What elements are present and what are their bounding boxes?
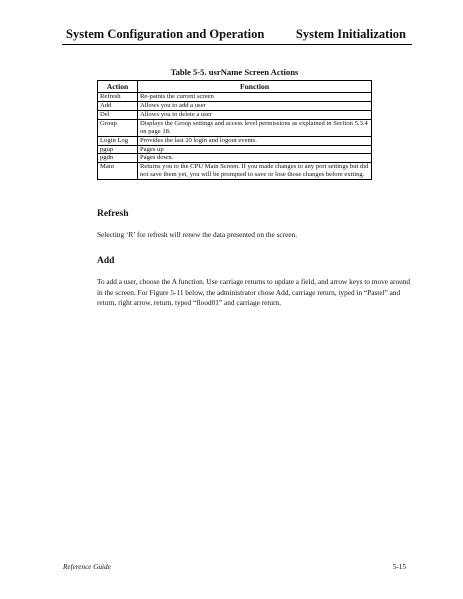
table-row <box>98 145 372 154</box>
action-cell: pgdn <box>98 154 138 163</box>
table-header-row <box>98 81 372 93</box>
function-cell: Allows you to delete a user <box>138 110 372 119</box>
header-section-title: System Initialization <box>295 27 406 41</box>
action-cell: Del <box>98 110 138 119</box>
column-header-function: Function <box>138 81 372 93</box>
function-cell: Allows you to add a user <box>138 102 372 111</box>
refresh-heading: Refresh <box>97 209 129 219</box>
function-cell: Provides the last 20 login and logout events. <box>138 136 372 145</box>
action-cell: Group <box>98 119 138 136</box>
actions-table <box>97 80 372 180</box>
action-cell: pgup <box>98 145 138 154</box>
table-row <box>98 110 372 119</box>
action-cell: Login Log <box>98 136 138 145</box>
footer-guide-title: Reference Guide <box>63 563 111 571</box>
action-cell: Main <box>98 163 138 180</box>
table-caption: Table 5-5. usrName Screen Actions <box>170 67 299 77</box>
table-body <box>98 93 372 180</box>
table-row <box>98 93 372 102</box>
add-heading: Add <box>97 256 115 266</box>
table-row <box>98 154 372 163</box>
function-cell: Displays the Group settings and access level permissions as explained in Section 5.3.4 on page 18. <box>138 119 372 136</box>
table-row <box>98 119 372 136</box>
footer-page-number: 5-15 <box>392 563 406 571</box>
action-cell: Refresh <box>98 93 138 102</box>
table-row <box>98 136 372 145</box>
table-row <box>98 102 372 111</box>
header-chapter-title: System Configuration and Operation <box>66 27 265 41</box>
header-rule <box>62 44 412 45</box>
function-cell: Returns you to the CPU Main Screen. If you made changes to any port settings but did not save them yet, you will be prompted to save or lose those changes before exiting. <box>138 163 372 180</box>
refresh-paragraph: Selecting ‘R’ for refresh will renew the data presented on the screen. <box>97 230 298 239</box>
function-cell: Pages up <box>138 145 372 154</box>
function-cell: Pages down. <box>138 154 372 163</box>
function-cell: Re-paints the current screen <box>138 93 372 102</box>
action-cell: Add <box>98 102 138 111</box>
column-header-action: Action <box>98 81 138 93</box>
add-paragraph: To add a user, choose the A function. Use carriage returns to update a field, and arrow keys to move around in the screen. For Figure 5-11 below, the administrator chose Add, carriage return, typed in “Pastel” and return, right arrow, return, typed “flood01” and carriage return, <box>97 277 411 308</box>
table-row <box>98 163 372 180</box>
